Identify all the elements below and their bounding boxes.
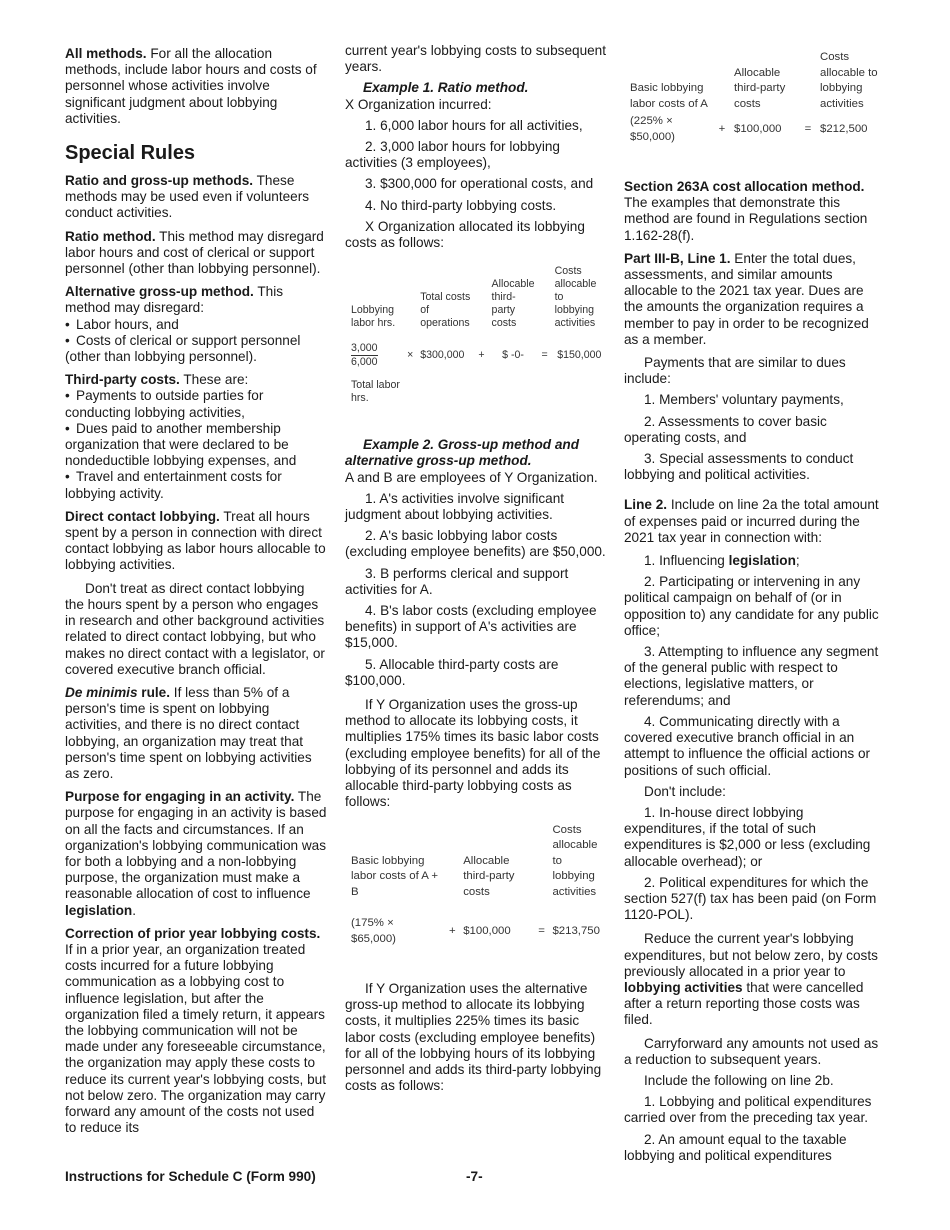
ratio-gross-paragraph: Ratio and gross-up methods. These methods may be used even if volunteers conduct activities. (65, 173, 310, 221)
t2-header-basic: Basic lobbying labor costs of A + B (351, 854, 439, 898)
line-2-item: 2. Participating or intervening in any political campaign on behalf of (or in opposition to) any candidate for any public office; (624, 574, 879, 638)
payments-item: 1. Members' voluntary payments, (644, 392, 844, 408)
t1-header-third-party: Allocable third-party costs (491, 278, 535, 330)
example-2-grossup: If Y Organization uses the gross-up method to allocate its lobbying costs, it multiplies 175% times its basic labor costs (excluding employee benefits) for all of the lobbying of its personnel and adds its allocable third-party lobbying costs as follows: (345, 697, 601, 810)
special-rules-heading: Special Rules (65, 142, 196, 165)
include-2b-label: Include the following on line 2b. (644, 1072, 834, 1088)
example-2-item: 1. A's activities involve significant judgment about lobbying activities. (345, 490, 565, 523)
line-2-item: 1. Influencing legislation; (644, 553, 800, 569)
t3-plus: + (718, 122, 726, 135)
correction-paragraph: Correction of prior year lobbying costs. If in a prior year, an organization treated costs incurred for a future lobbying communication as a lobbying cost to influence legislation, but after the organization filed a timely return, it appears the lobbying communication will not be made under any foreseeable circumstance, the organization may apply these costs to reduce its current year's lobbying costs, but not below zero. The organization may carry forward any amount of the costs not used to reduce its (65, 925, 327, 1136)
example-1-item: 1. 6,000 labor hours for all activities, (365, 117, 583, 133)
dont-include-item: 2. Political expenditures for which the section 527(f) tax has been paid (on Form 1120-POL). (624, 874, 877, 923)
continuation-text: current year's lobbying costs to subsequent years. (345, 43, 607, 75)
t3-value-third-party: $100,000 (734, 122, 782, 135)
reduce-paragraph: Reduce the current year's lobbying expenditures, but not below zero, by costs previously allocated in a prior year to lobbying activities that were cancelled after a return reporting those costs was filed. (624, 931, 878, 1028)
payments-item: 3. Special assessments to conduct lobbying and political activities. (624, 451, 854, 483)
t1-header-total-costs: Total costs of operations (420, 291, 471, 330)
t2-header-allocable: Costs allocable to lobbying activities (552, 823, 598, 898)
line-2-item: 4. Communicating directly with a covered executive branch official in an attempt to influence the official actions or positions of such official. (624, 713, 871, 778)
payments-intro: Payments that are similar to dues include: (624, 355, 846, 387)
alt-grossup-paragraph: Alternative gross-up method. This method may disregard: (65, 284, 284, 316)
example-2-item: 3. B performs clerical and support activities for A. (345, 565, 569, 597)
all-methods-paragraph: All methods. For all the allocation methods, include labor hours and costs of personnel whose activities involve significant judgment about lobbying activities. (65, 46, 317, 126)
t1-header-allocable: Costs allocable to lobbying activities (554, 265, 597, 330)
example-1-title: Example 1. Ratio method. (363, 80, 529, 96)
part-3b-line-1-paragraph: Part III-B, Line 1. Enter the total dues, assessments, and similar amounts allocable to the 2021 tax year. Dues are the amounts the organization requires a member to pay in order to be recognized as a member. (624, 250, 869, 347)
t2-header-third-party: Allocable third-party costs (463, 854, 515, 898)
t1-times: × (407, 349, 414, 362)
alt-bullet-2: • Costs of clerical or support personnel (other than lobbying personnel). (65, 333, 327, 365)
t3-value-basic: (225% × $50,000) (630, 115, 675, 143)
t2-value-third-party: $100,000 (463, 924, 511, 937)
example-2-title: Example 2. Gross-up method and alternative gross-up method. (345, 437, 580, 469)
page-number: -7- (466, 1169, 483, 1184)
example-1-allocated: X Organization allocated its lobbying costs as follows: (345, 218, 585, 251)
t1-value-result: $150,000 (557, 349, 602, 362)
t2-value-result: $213,750 (552, 924, 600, 937)
example-1-intro: X Organization incurred: (345, 96, 492, 112)
t2-value-basic: (175% × $65,000) (351, 917, 396, 945)
section-263a-paragraph: Section 263A cost allocation method. The examples that demonstrate this method are found in Regulations section 1.162-28(f). (624, 179, 868, 243)
dont-treat-paragraph: Don't treat as direct contact lobbying the hours spent by a person who engages in research and other background activities related to direct contact lobbying, but who makes no direct contact with a legislator, or covered executive branch official. (65, 580, 325, 677)
dont-include-item: 1. In-house direct lobbying expenditures, if the total of such expenditures is $2,000 or less (excluding allocable overhead); or (624, 804, 871, 869)
example-2-intro: A and B are employees of Y Organization. (345, 469, 598, 485)
t3-value-result: $212,500 (820, 122, 868, 135)
line-2b-item: 2. An amount equal to the taxable lobbying and political expenditures (624, 1131, 847, 1163)
footer-title: Instructions for Schedule C (Form 990) (65, 1169, 316, 1184)
direct-contact-paragraph: Direct contact lobbying. Treat all hours spent by a person in connection with direct contact lobbying as labor hours allocable to lobbying activities. (65, 508, 326, 573)
column-middle (345, 43, 607, 1101)
t3-header-third-party: Allocable third-party costs (734, 66, 786, 110)
purpose-paragraph: Purpose for engaging in an activity. The purpose for engaging in an activity is based on all the facts and circumstances. If an organization's lobbying communication was for both a lobbying and a non-lobbying purpose, the organization must make a reasonable allocation of cost to influence legislation. (65, 789, 327, 918)
t1-value-operations: $300,000 (420, 349, 465, 362)
carryforward-paragraph: Carryforward any amounts not used as a reduction to subsequent years. (624, 1035, 879, 1067)
t1-fraction: 3,000 6,000 (351, 342, 378, 369)
alt-grossup-calc-table (627, 50, 885, 145)
t1-equals: = (541, 349, 548, 362)
alt-bullet-1: • Labor hours, and (65, 317, 327, 333)
example-1-item: 2. 3,000 labor hours for lobbying activities (3 employees), (345, 139, 560, 171)
t3-header-basic: Basic lobbying labor costs of A (630, 82, 708, 110)
line-2-item: 3. Attempting to influence any segment of the general public with respect to elections, legislative matters, or referendums; and (624, 644, 879, 708)
t3-header-allocable: Costs allocable to lobbying activities (820, 51, 878, 110)
t2-equals: = (538, 924, 545, 937)
third-party-paragraph: Third-party costs. These are: (65, 372, 249, 388)
dont-include-label: Don't include: (644, 783, 726, 799)
grossup-calc-table (348, 823, 607, 948)
third-bullet-3: • Travel and entertainment costs for lobbying activity. (65, 469, 327, 501)
ratio-method-paragraph: Ratio method. This method may disregard labor hours and cost of clerical or support personnel (other than lobbying personnel). (65, 228, 324, 277)
third-bullet-2: • Dues paid to another membership organization that were declared to be nondeductible lobbying expenses, and (65, 421, 327, 470)
line-2b-item: 1. Lobbying and political expenditures carried over from the preceding tax year. (624, 1094, 872, 1126)
example-1-item: 4. No third-party lobbying costs. (365, 197, 557, 213)
line-2-paragraph: Line 2. Include on line 2a the total amount of expenses paid or incurred during the 2021 tax year in connection with: (624, 497, 879, 545)
example-2-item: 4. B's labor costs (excluding employee benefits) in support of A's activities are $15,000. (345, 603, 597, 651)
column-left (65, 46, 327, 1143)
t1-value-third-party: $ -0- (502, 349, 524, 362)
example-2-item: 5. Allocable third-party costs are $100,000. (345, 656, 559, 688)
t2-plus: + (449, 924, 456, 937)
t1-plus: + (478, 349, 485, 362)
example-2-alternative: If Y Organization uses the alternative gross-up method to allocate its lobbying costs, it multiplies 225% times its basic labor costs (excluding employee benefits) for all of the lobbying hours of its lobbying personnel and adds its third-party lobbying costs as follows: (345, 981, 602, 1094)
example-1-item: 3. $300,000 for operational costs, and (365, 176, 594, 192)
column-right (624, 50, 886, 1169)
payments-item: 2. Assessments to cover basic operating costs, and (624, 413, 827, 445)
de-minimis-paragraph: De minimis rule. If less than 5% of a person's time is spent on lobbying activities, and there is no direct contact lobbying, an organization may treat that person's time spent on lobbying activities as zero. (65, 684, 312, 781)
t1-header-labor: Lobbying labor hrs. (351, 304, 396, 330)
t3-equals: = (804, 122, 812, 135)
third-bullet-1: • Payments to outside parties for conducting lobbying activities, (65, 388, 327, 420)
example-2-item: 2. A's basic lobbying labor costs (excluding employee benefits) are $50,000. (345, 528, 606, 560)
ratio-calc-table (348, 265, 607, 405)
t1-footer-total-labor: Total labor hrs. (351, 379, 400, 405)
